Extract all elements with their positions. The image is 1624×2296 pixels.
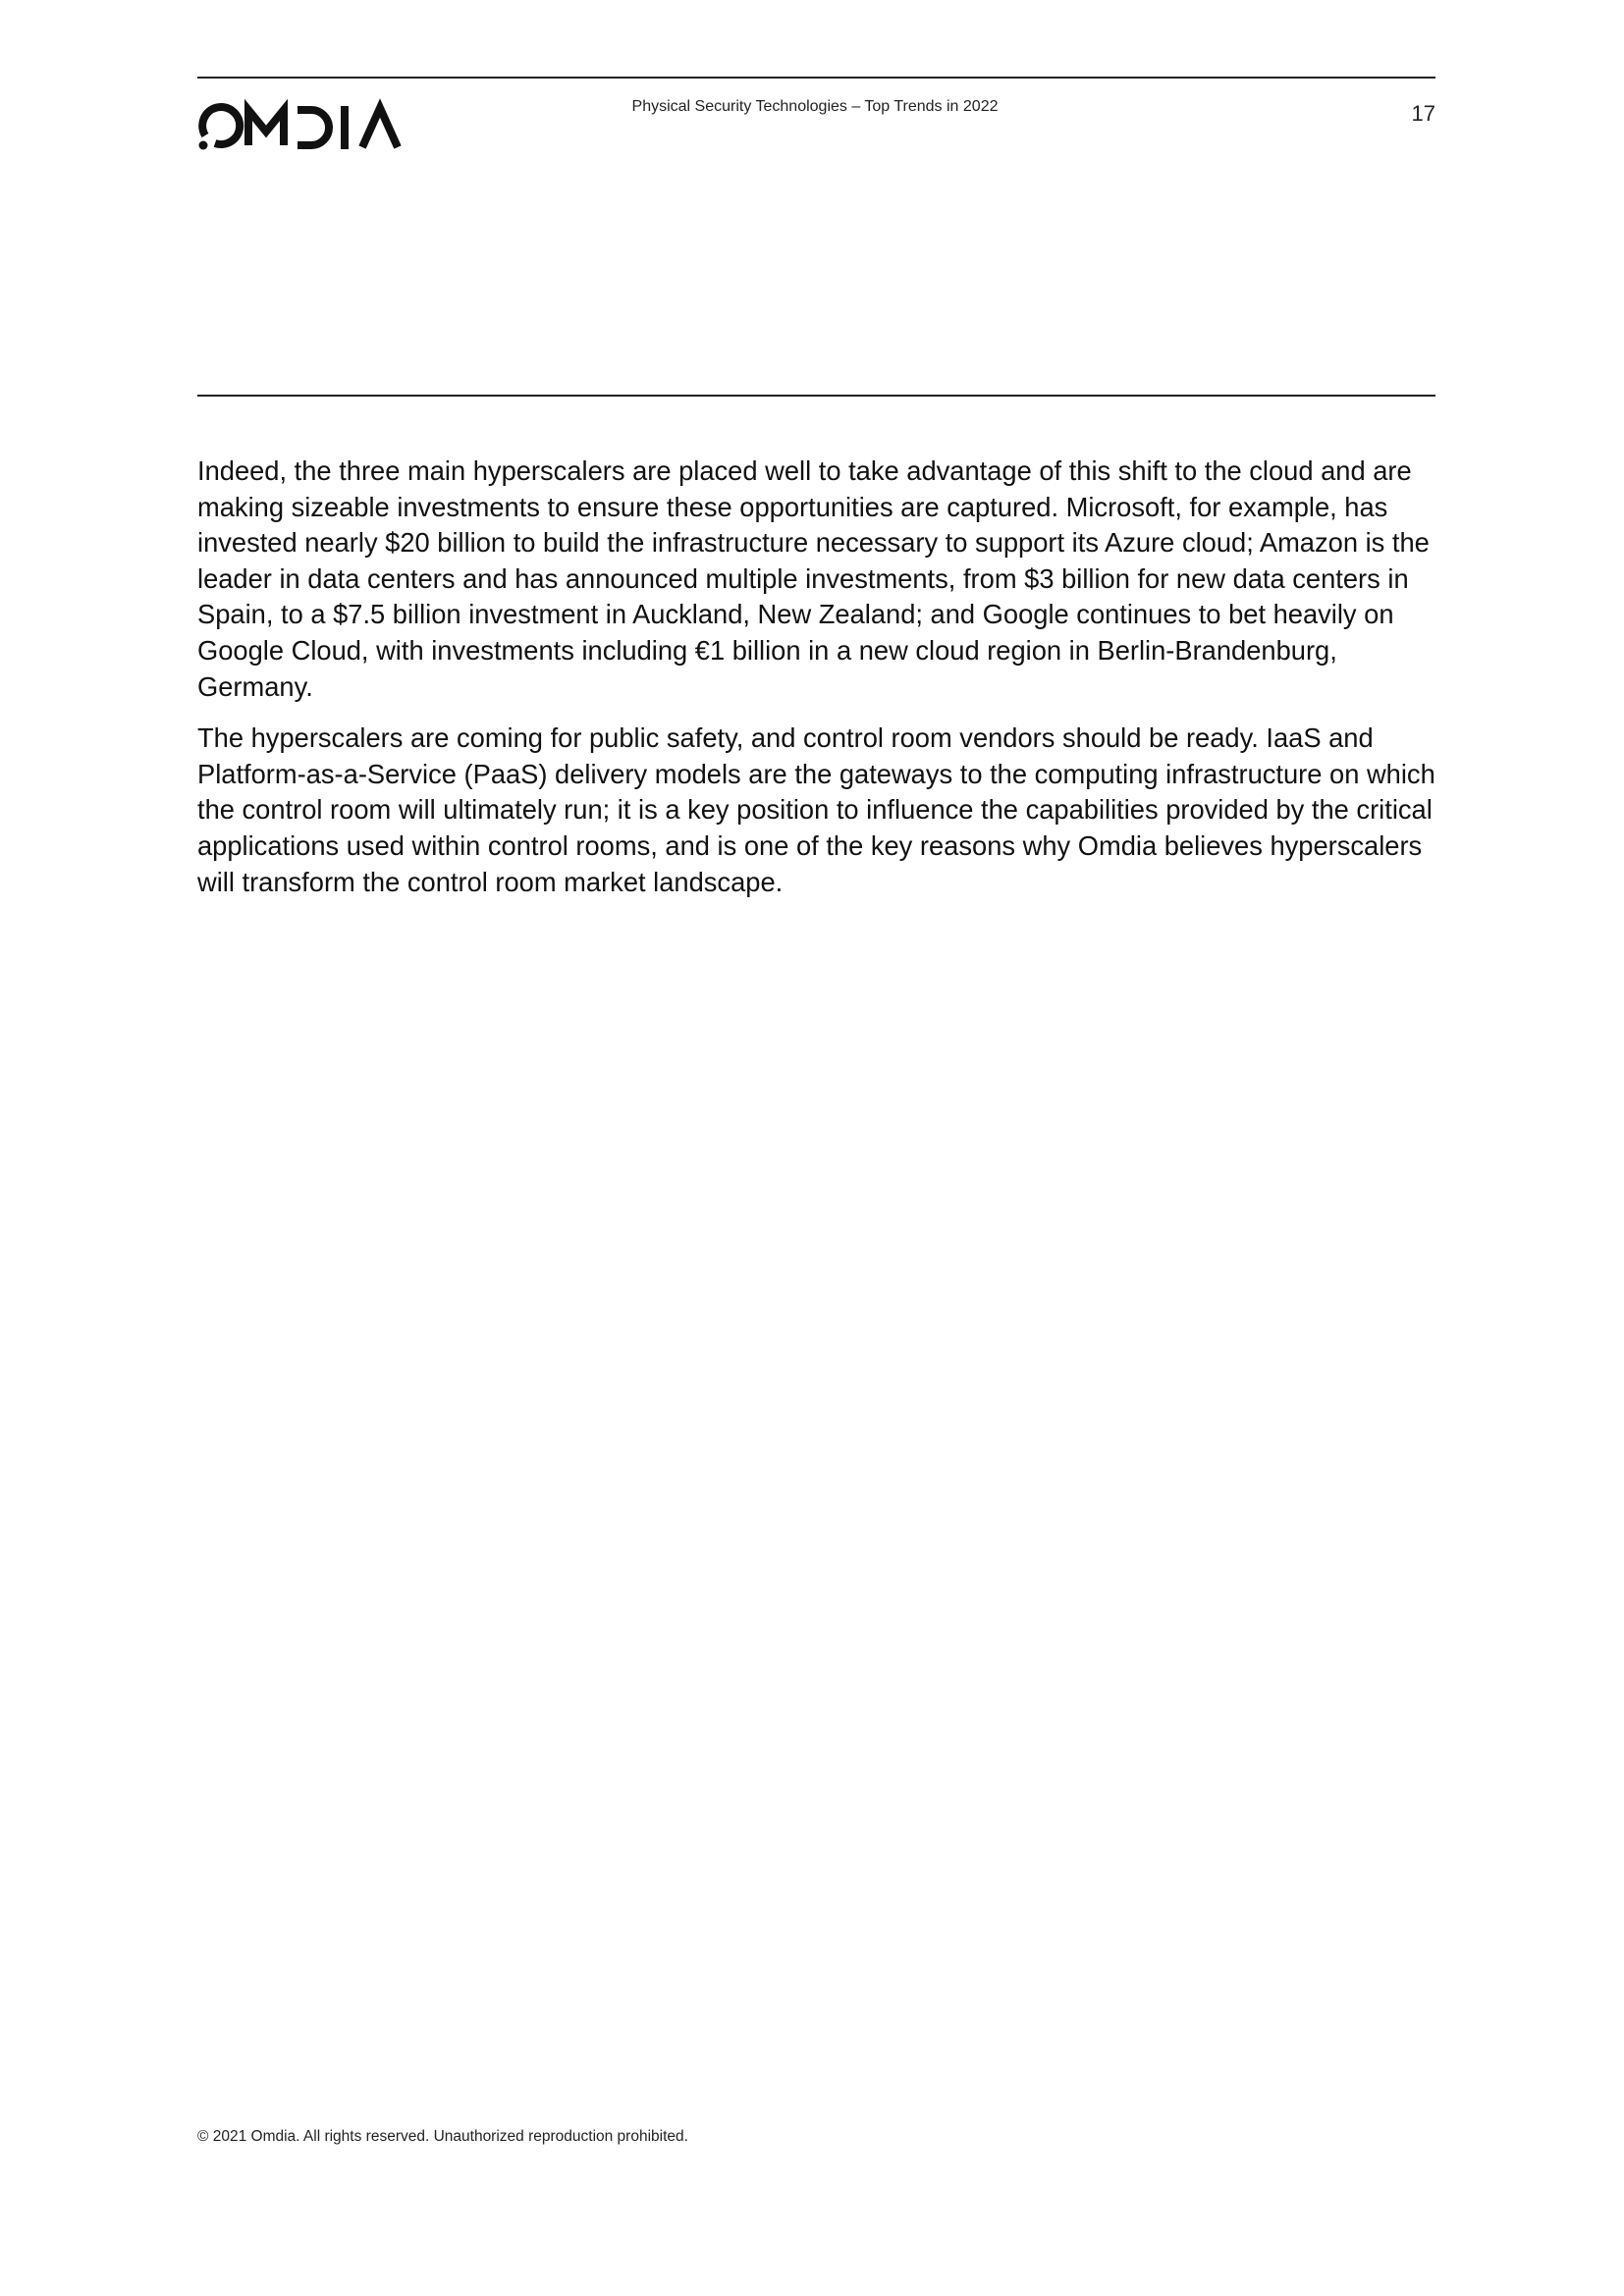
footer-copyright: © 2021 Omdia. All rights reserved. Unauthorized reproduction prohibited. xyxy=(197,2128,688,2145)
paragraph-control-room-outlook: The hyperscalers are coming for public safety, and control room vendors should be ready. IaaS and Platform-as-a-Service (PaaS) delivery models are the gateways to the computing infrastructure on which the control room will ultimately run; it is a key position to influence the capabilities provided by the critical applications used within control rooms, and is one of the key reasons why Omdia believes hyperscalers will transform the control room market landscape. xyxy=(197,722,1435,897)
header-bottom-rule xyxy=(197,395,1435,397)
body-text xyxy=(197,454,1439,916)
running-title: Physical Security Technologies – Top Trends in 2022 xyxy=(631,98,999,115)
page-number: 17 xyxy=(1411,101,1435,126)
paragraph-hyperscaler-investments: Indeed, the three main hyperscalers are placed well to take advantage of this shift to the cloud and are making sizeable investments to ensure these opportunities are captured. Microsoft, for example, has invested nearly $20 billion to build the infrastructure necessary to support its Azure cloud; Amazon is the leader in data centers and has announced multiple investments, from $3 billion for new data centers in Spain, to a $7.5 billion investment in Auckland, New Zealand; and Google continues to bet heavily on Google Cloud, with investments including €1 billion in a new cloud region in Berlin-Brandenburg, Germany. xyxy=(197,455,1430,702)
header-top-rule xyxy=(197,77,1435,79)
omdia-logo xyxy=(197,98,423,153)
